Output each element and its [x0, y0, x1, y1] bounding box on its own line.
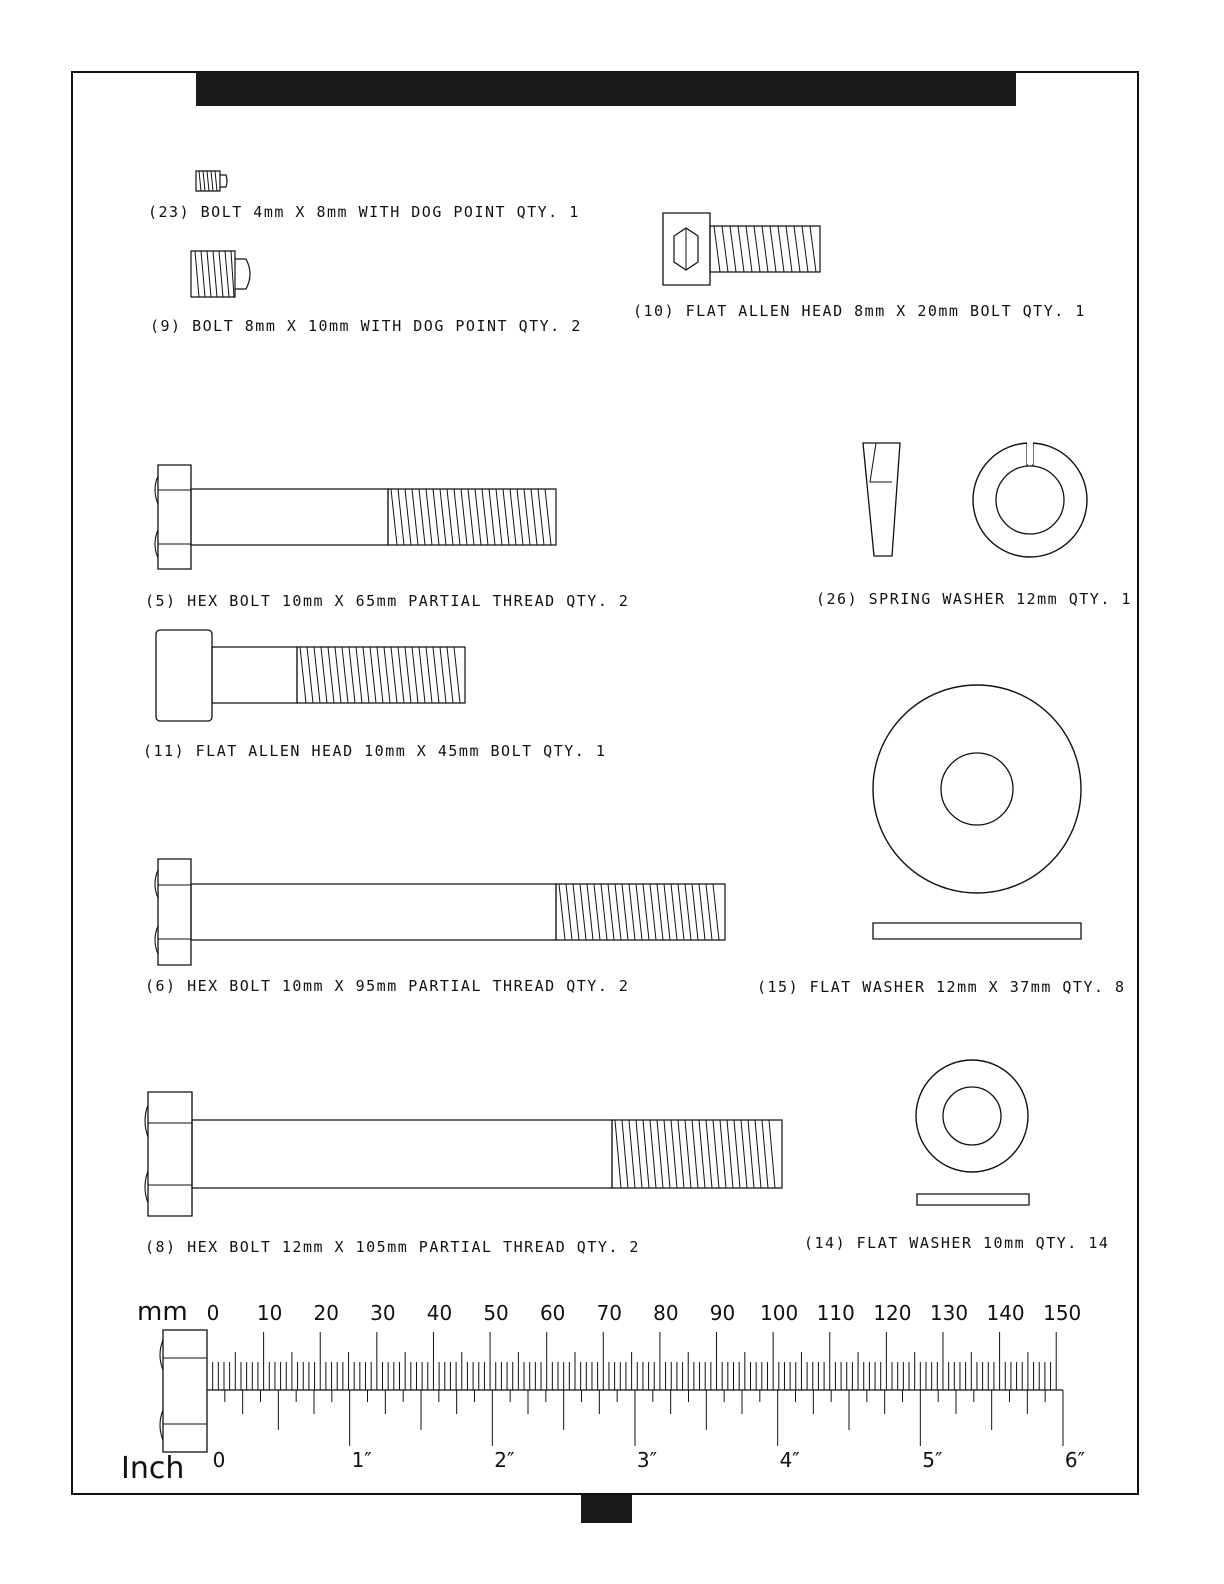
part-14-caption: (14) FLAT WASHER 10mm QTY. 14 — [804, 1234, 1110, 1252]
part-8-caption: (8) HEX BOLT 12mm X 105mm PARTIAL THREAD QTY. 2 — [145, 1238, 640, 1256]
mm-label: 100 — [760, 1301, 799, 1325]
inch-label: 6″ — [1064, 1448, 1086, 1472]
inch-label: 1″ — [351, 1448, 372, 1472]
part-10-caption: (10) FLAT ALLEN HEAD 8mm X 20mm BOLT QTY. 1 — [633, 302, 1086, 320]
mm-unit-label: mm — [137, 1297, 188, 1327]
part-15-caption: (15) FLAT WASHER 12mm X 37mm QTY. 8 — [757, 978, 1126, 996]
inch-label: 0 — [212, 1448, 226, 1472]
inch-label: 2″ — [494, 1448, 515, 1472]
mm-label: 140 — [986, 1301, 1025, 1325]
part-9-caption: (9) BOLT 8mm X 10mm WITH DOG POINT QTY. 2 — [150, 317, 582, 335]
inch-label: 5″ — [922, 1448, 943, 1472]
part-11-caption: (11) FLAT ALLEN HEAD 10mm X 45mm BOLT QTY. 1 — [143, 742, 607, 760]
mm-label: 40 — [426, 1301, 453, 1325]
mm-label: 0 — [206, 1301, 220, 1325]
ruler-bolt-head-icon — [160, 1330, 207, 1452]
part-6-caption: (6) HEX BOLT 10mm X 95mm PARTIAL THREAD QTY. 2 — [145, 977, 630, 995]
inch-scale-labels — [213, 1448, 1085, 1472]
mm-label: 150 — [1043, 1301, 1082, 1325]
mm-label: 80 — [653, 1301, 679, 1325]
inch-label: 4″ — [779, 1448, 800, 1472]
mm-label: 20 — [313, 1301, 339, 1325]
part-26-caption: (26) SPRING WASHER 12mm QTY. 1 — [816, 590, 1132, 608]
mm-scale-labels — [207, 1301, 1082, 1325]
mm-label: 70 — [596, 1301, 623, 1325]
mm-label: 130 — [929, 1301, 969, 1325]
inch-label: 3″ — [636, 1448, 658, 1472]
mm-label: 110 — [816, 1301, 855, 1325]
mm-tick-marks — [207, 1332, 1056, 1390]
mm-label: 50 — [483, 1301, 509, 1325]
mm-label: 30 — [370, 1301, 396, 1325]
mm-label: 120 — [873, 1301, 912, 1325]
inch-tick-marks — [207, 1390, 1063, 1446]
mm-label: 10 — [256, 1301, 283, 1325]
part-5-caption: (5) HEX BOLT 10mm X 65mm PARTIAL THREAD QTY. 2 — [145, 592, 630, 610]
mm-label: 90 — [709, 1301, 736, 1325]
part-23-caption: (23) BOLT 4mm X 8mm WITH DOG POINT QTY. 1 — [148, 203, 580, 221]
mm-label: 60 — [539, 1301, 566, 1325]
inch-unit-label: Inch — [121, 1451, 185, 1486]
